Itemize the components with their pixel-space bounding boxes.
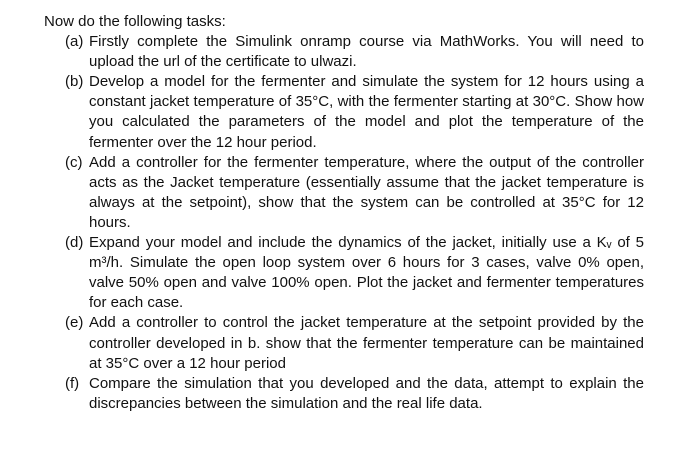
task-item-f (44, 374, 644, 414)
task-item-d (44, 233, 644, 313)
task-text-f: Compare the simulation that you developed and the data, attempt to explain the discrepancies between the simulation and the real life data. (89, 374, 644, 412)
task-label-f: (f) (65, 374, 80, 392)
task-text-e: Add a controller to control the jacket temperature at the setpoint provided by the controller developed in b. show that the fermenter temperature can be maintained at 35°C over a 12 hour period (89, 314, 644, 372)
task-text-b: Develop a model for the fermenter and simulate the system for 12 hours using a constant jacket temperature of 35°C, with the fermenter starting at 30°C. Show how you calculated the parameters of the model and plot the temperature of the fermenter over the 12 hour period. (89, 73, 644, 151)
task-document (44, 12, 644, 414)
task-item-e (44, 313, 644, 373)
intro-text: Now do the following tasks: (44, 13, 226, 30)
task-label-e: (e) (65, 314, 84, 332)
task-list (44, 32, 644, 414)
task-item-c (44, 153, 644, 233)
task-item-b (44, 72, 644, 152)
task-label-b: (b) (65, 73, 84, 91)
task-label-c: (c) (65, 153, 83, 171)
task-label-d: (d) (65, 234, 84, 252)
task-text-a: Firstly complete the Simulink onramp course via MathWorks. You will need to upload the url of the certificate to ulwazi. (89, 33, 644, 71)
task-item-a (44, 32, 644, 72)
task-label-a: (a) (65, 33, 84, 51)
task-text-d: Expand your model and include the dynamics of the jacket, initially use a Kᵥ of 5 m³/h. Simulate the open loop system over 6 hours for 3 cases, valve 0% open, valve 50% open and valve 100% open. Plot the jacket and fermenter temperatures for each case. (89, 234, 644, 312)
task-text-c: Add a controller for the fermenter temperature, where the output of the controller acts as the Jacket temperature (essentially assume that the jacket temperature is always at the setpoint), show that the system can be controlled at 35°C for 12 hours. (89, 153, 644, 231)
